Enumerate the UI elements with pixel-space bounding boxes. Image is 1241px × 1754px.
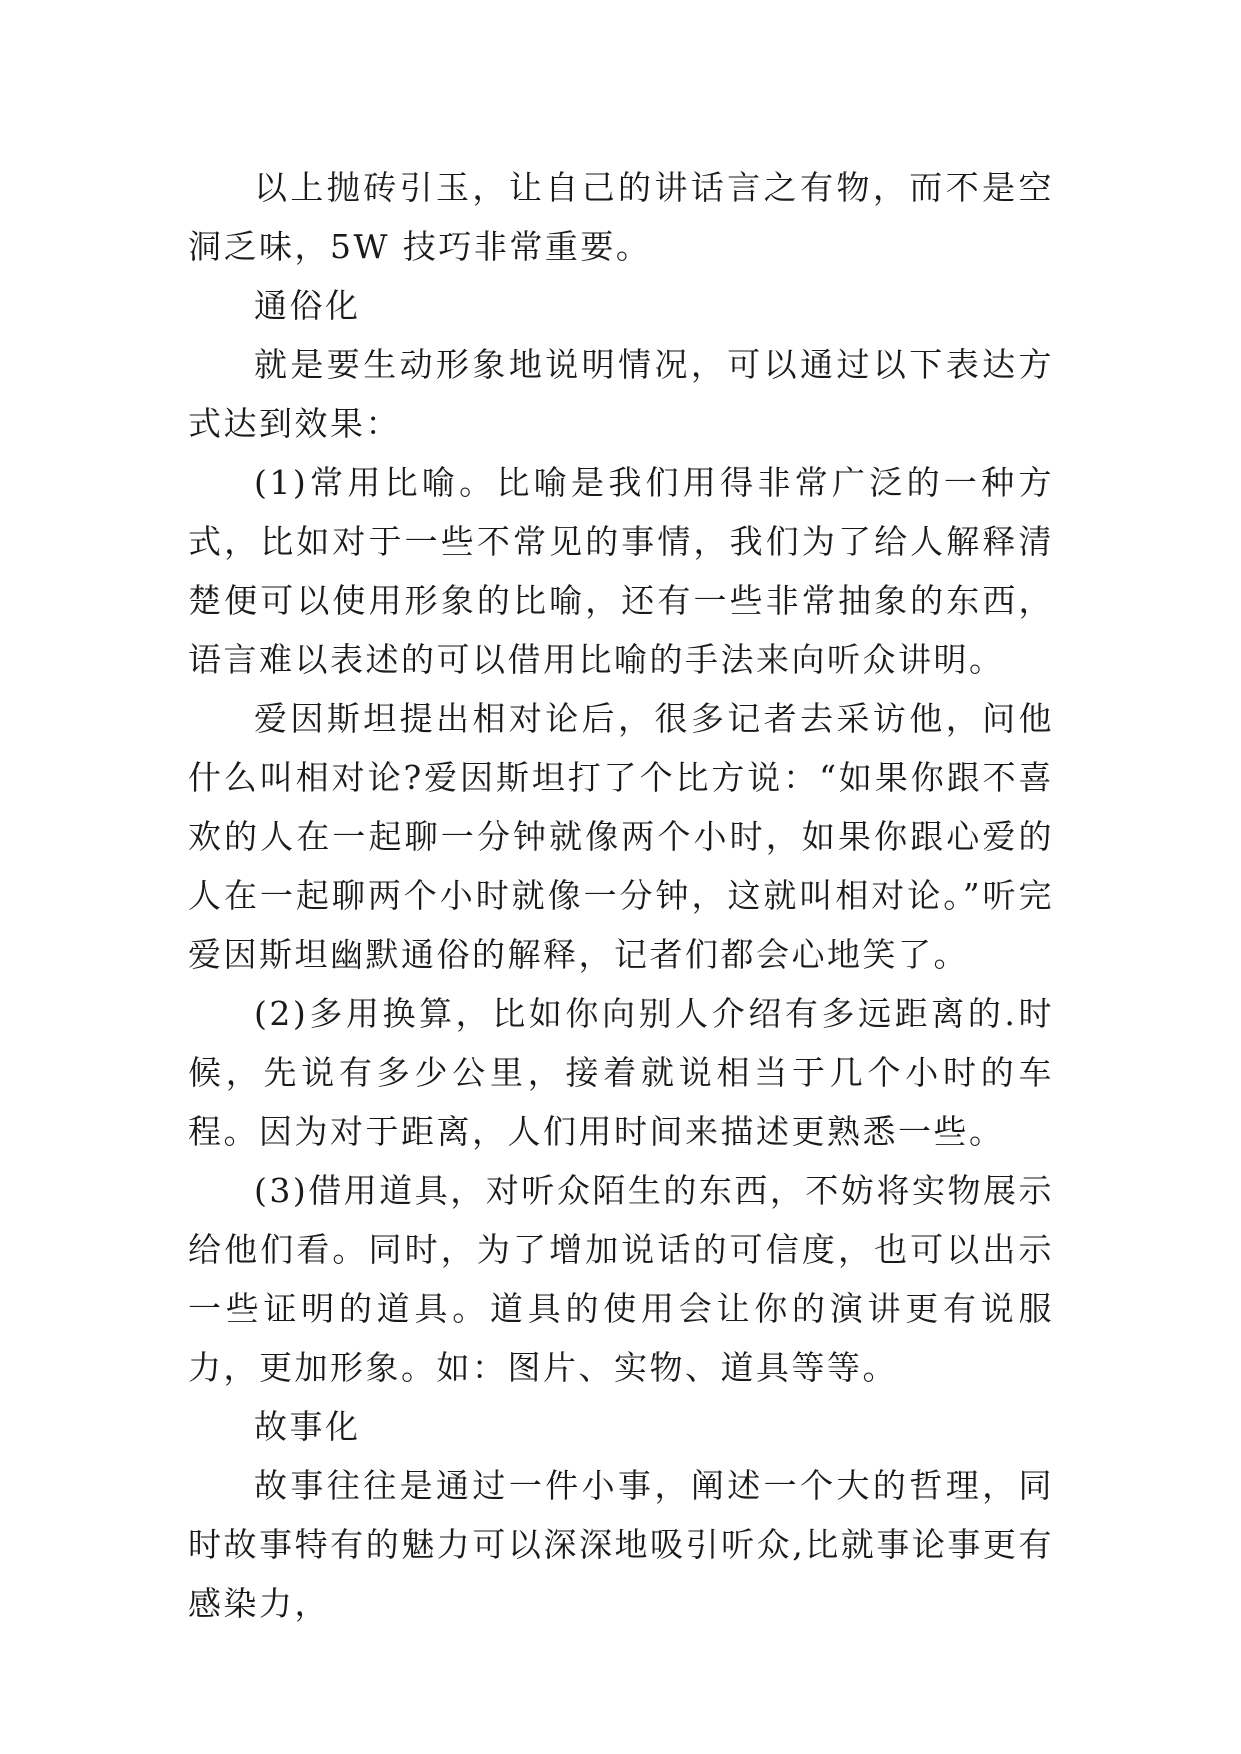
document-body bbox=[188, 158, 1054, 1633]
paragraph-props: (3)借用道具，对听众陌生的东西，不妨将实物展示给他们看。同时，为了增加说话的可信度，也可以出示一些证明的道具。道具的使用会让你的演讲更有说服力，更加形象。如：图片、实物、道具等等。 bbox=[188, 1171, 1054, 1387]
section-heading-popularization: 通俗化 bbox=[254, 286, 361, 325]
section-heading-storytelling: 故事化 bbox=[254, 1407, 361, 1446]
paragraph-conversion: (2)多用换算，比如你向别人介绍有多远距离的.时候，先说有多少公里，接着就说相当于几个小时的车程。因为对于距离，人们用时间来描述更熟悉一些。 bbox=[188, 994, 1054, 1151]
paragraph-einstein-example: 爱因斯坦提出相对论后，很多记者去采访他，问他什么叫相对论?爱因斯坦打了个比方说：“如果你跟不喜欢的人在一起聊一分钟就像两个小时，如果你跟心爱的人在一起聊两个小时就像一分钟，这就叫相对论。”听完爱因斯坦幽默通俗的解释，记者们都会心地笑了。 bbox=[188, 699, 1054, 974]
paragraph-metaphor: (1)常用比喻。比喻是我们用得非常广泛的一种方式，比如对于一些不常见的事情，我们为了给人解释清楚便可以使用形象的比喻，还有一些非常抽象的东西，语言难以表述的可以借用比喻的手法来向听众讲明。 bbox=[188, 463, 1054, 679]
paragraph-storytelling: 故事往往是通过一件小事，阐述一个大的哲理，同时故事特有的魅力可以深深地吸引听众,比就事论事更有感染力， bbox=[188, 1466, 1054, 1623]
paragraph-popularization-definition: 就是要生动形象地说明情况，可以通过以下表达方式达到效果： bbox=[188, 345, 1054, 443]
paragraph-intro-summary: 以上抛砖引玉，让自己的讲话言之有物，而不是空洞乏味，5W 技巧非常重要。 bbox=[188, 168, 1054, 266]
